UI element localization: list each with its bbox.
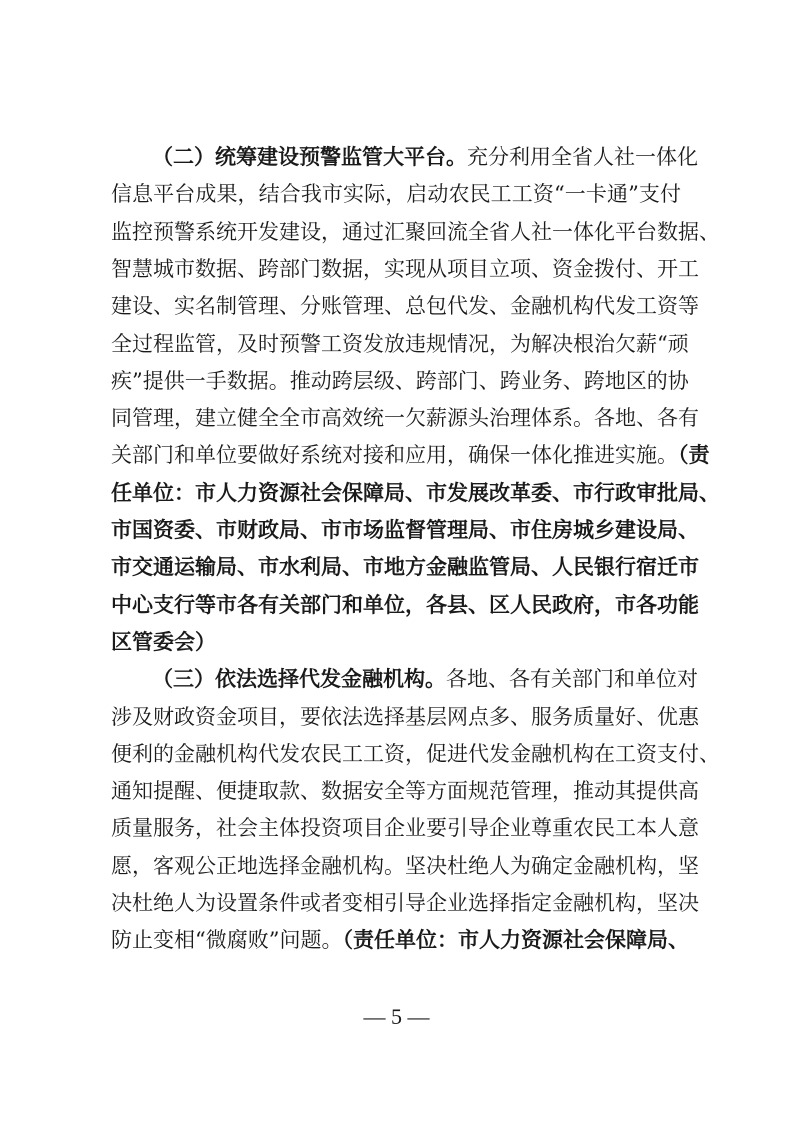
text-line: 监控预警系统开发建设，通过汇聚回流全省人社一体化平台数据、 (111, 219, 720, 244)
text-line: 区管委会） (111, 628, 216, 654)
text-line: 便利的金融机构代发农民工工资，促进代发金融机构在工资支付、 (111, 741, 720, 766)
text-line: 市国资委、市财政局、市市场监督管理局、市住房城乡建设局、 (111, 517, 699, 542)
text-line: 全过程监管，及时预警工资发放违规情况，为解决根治欠薪“顽 (111, 331, 689, 356)
text-line: 涉及财政资金项目，要依法选择基层网点多、服务质量好、优惠 (111, 704, 699, 729)
text-line: 通知提醒、便捷取款、数据安全等方面规范管理，推动其提供高 (111, 779, 699, 804)
text-line: 疾”提供一手数据。推动跨层级、跨部门、跨业务、跨地区的协 (111, 368, 689, 393)
text-segment: （责 (678, 442, 710, 468)
text-line (152, 662, 698, 696)
text-line: 决杜绝人为设置条件或者变相引导企业选择指定金融机构，坚决 (111, 891, 699, 915)
text-segment: （责任单位：市人力资源社会保障局、 (342, 927, 689, 953)
text-line: 任单位：市人力资源社会保障局、市发展改革委、市行政审批局、 (111, 479, 720, 505)
text-line: 同管理，建立健全全市高效统一欠薪源头治理体系。各地、各有 (111, 406, 699, 431)
text-segment: （三）依法选择代发金融机构。 (152, 666, 446, 692)
text-segment: 各地、各有关部门和单位对 (446, 667, 698, 692)
page-number: — 5 — (363, 1004, 430, 1029)
text-line: 智慧城市数据、跨部门数据，实现从项目立项、资金拨付、开工 (111, 256, 699, 281)
text-line: 中心支行等市各有关部门和单位，各县、区人民政府，市各功能 (111, 591, 699, 617)
text-segment: 充分利用全省人社一体化 (467, 145, 698, 169)
text-line (111, 923, 689, 957)
text-line: 愿，客观公正地选择金融机构。坚决杜绝人为确定金融机构，坚 (111, 853, 699, 878)
text-line: 信息平台成果，结合我市实际，启动农民工工资“一卡通”支付 (111, 182, 681, 207)
text-segment: 防止变相“微腐败”问题。 (111, 928, 343, 953)
text-line: 建设、实名制管理、分账管理、总包代发、金融机构代发工资等 (111, 294, 699, 319)
text-segment: （二）统筹建设预警监管大平台。 (152, 144, 467, 169)
text-line: 市交通运输局、市水利局、市地方金融监管局、人民银行宿迁市 (111, 554, 699, 580)
text-line (152, 140, 698, 174)
text-line (111, 438, 710, 472)
text-line: 质量服务，社会主体投资项目企业要引导企业尊重农民工本人意 (111, 816, 699, 841)
text-segment: 关部门和单位要做好系统对接和应用，确保一体化推进实施。 (111, 443, 678, 468)
